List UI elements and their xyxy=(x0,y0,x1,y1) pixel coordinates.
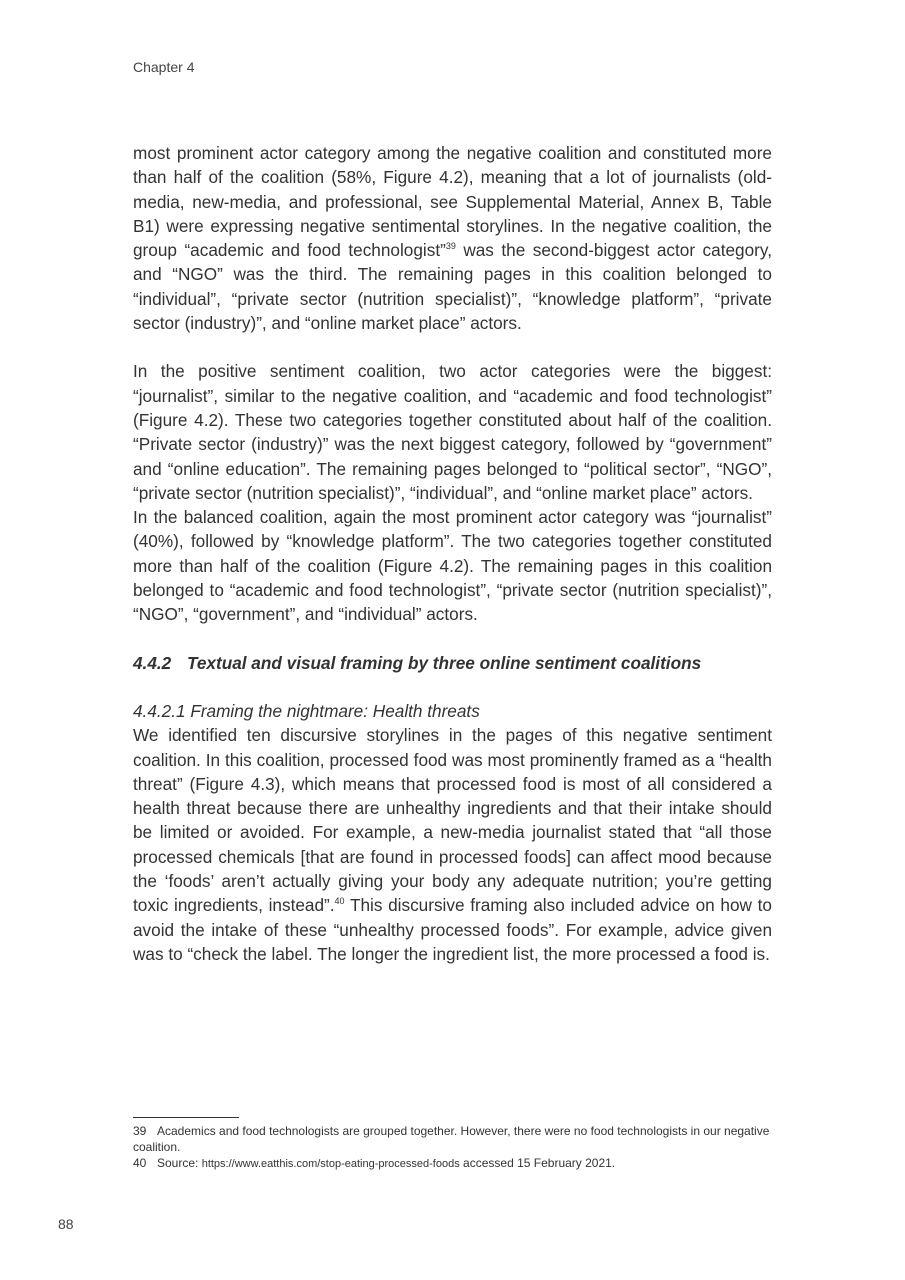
paragraph-negative-coalition xyxy=(133,141,772,335)
subsection-heading: 4.4.2.1 Framing the nightmare: Health threats xyxy=(133,700,480,721)
footnote-text: Academics and food technologists are grouped together. However, there were no food technologists in our negative coalition. xyxy=(133,1124,770,1154)
paragraph-text: was the second-biggest actor category, and “NGO” was the third. The remaining pages in this coalition belonged to “individual”, “private sector (nutrition specialist)”, “knowledge platform”, “private sector (industry)”, and “online market place” actors. xyxy=(133,240,772,334)
main-text xyxy=(133,141,772,966)
paragraph-positive-coalition: In the positive sentiment coalition, two actor categories were the biggest: “journalist”, similar to the negative coalition, and “academic and food technologist” (Figure 4.2). These two categories together constituted about half of the coalition. “Private sector (industry)” was the next biggest category, followed by “government” and “online education”. The remaining pages belonged to “political sector”, “NGO”, “private sector (nutrition specialist)”, “individual”, and “online market place” actors. xyxy=(133,361,772,503)
paragraph-text: most prominent actor category among the negative coalition and constituted more than half of the coalition (58%, Figure 4.2), meaning that a lot of journalists (old-media, new-media, and professional, see Supplemental Material, Annex B, Table B1) were expressing negative sentimental storylines. In the negative coalition, the group “academic and food technologist” xyxy=(133,143,772,261)
paragraph-balanced-coalition: In the balanced coalition, again the most prominent actor category was “journalist” (40%), followed by “knowledge platform”. The two categories together constituted more than half of the coalition (Figure 4.2). The remaining pages in this coalition belonged to “academic and food technologist”, “private sector (nutrition specialist)”, “NGO”, “government”, and “individual” actors. xyxy=(133,507,772,625)
footnote-39 xyxy=(133,1123,772,1155)
footnotes xyxy=(133,1117,772,1172)
footnote-ref-39: 39 xyxy=(445,241,456,252)
footnote-ref-40: 40 xyxy=(334,896,345,907)
page-number: 88 xyxy=(58,1216,74,1232)
paragraph-health-threats xyxy=(133,723,772,966)
footnote-40 xyxy=(133,1155,772,1172)
paragraph-text: We identified ten discursive storylines in the pages of this negative sentiment coalition. In this coalition, processed food was most prominently framed as a “health threat” (Figure 4.3), which means that processed food is most of all considered a health threat because there are unhealthy ingredients and that their intake should be limited or avoided. For example, a new-media journalist stated that “all those processed chemicals [that are found in processed foods] can affect mood because the ‘foods’ aren’t actually giving your body any adequate nutrition; you’re getting toxic ingredients, instead”. xyxy=(133,725,772,916)
section-heading xyxy=(133,651,772,675)
paragraph-text: This discursive framing also included advice on how to avoid the intake of these “unhealthy processed foods”. For example, advice given was to “check the label. The longer the ingredient list, the more processed a food is. xyxy=(133,895,772,964)
footnote-suffix: accessed 15 February 2021. xyxy=(459,1156,616,1170)
footnote-number: 40 xyxy=(133,1156,147,1170)
running-head: Chapter 4 xyxy=(133,59,195,75)
section-title: Textual and visual framing by three online sentiment coalitions xyxy=(187,652,702,673)
footnote-divider xyxy=(133,1117,239,1118)
footnote-number: 39 xyxy=(133,1124,147,1138)
footnote-url-link[interactable]: https://www.eatthis.com/stop-eating-processed-foods xyxy=(201,1158,460,1170)
section-number: 4.4.2 xyxy=(133,652,172,673)
footnote-prefix: Source: xyxy=(157,1156,202,1170)
